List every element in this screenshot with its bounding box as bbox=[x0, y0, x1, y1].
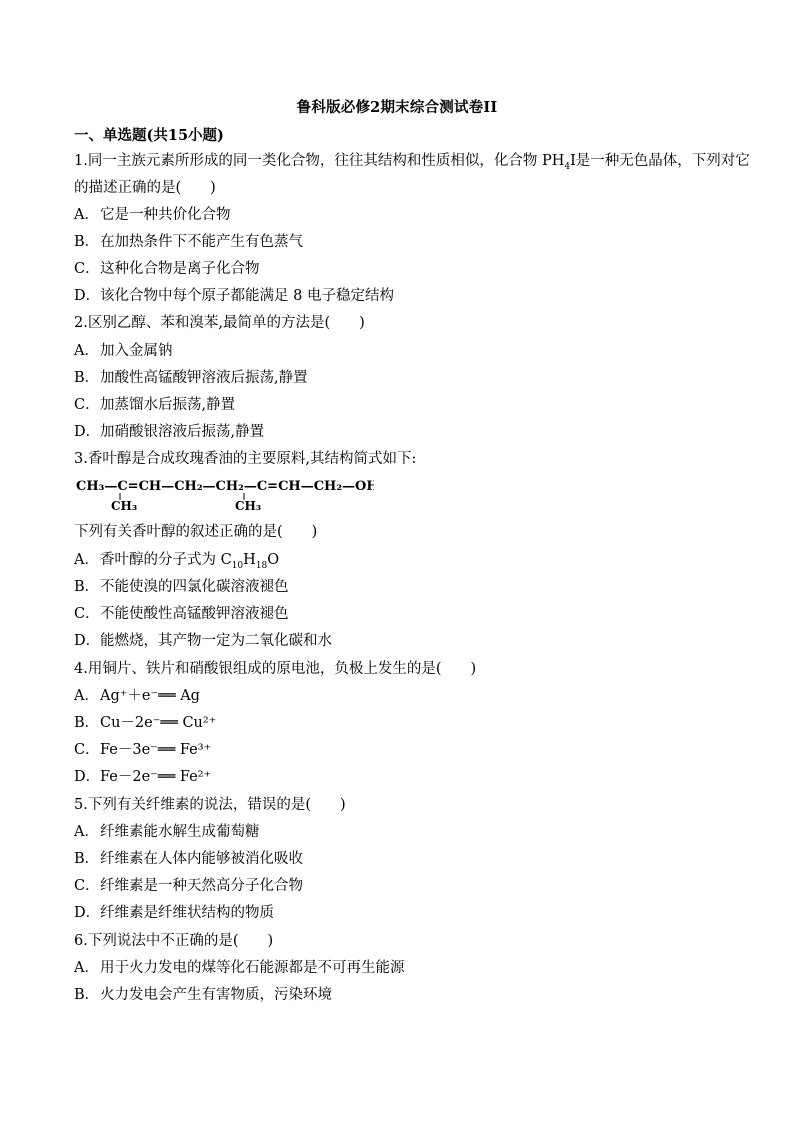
question-5-option-b bbox=[74, 850, 303, 868]
question-6-option-a bbox=[74, 959, 405, 977]
subscript: 10 bbox=[231, 560, 244, 571]
q1-stem-sub: 4 bbox=[564, 161, 571, 172]
question-2-option-c bbox=[74, 396, 235, 414]
option-letter: C． bbox=[74, 742, 100, 758]
option-letter: D． bbox=[74, 424, 101, 440]
section-heading: 一、单选题(共15小题) bbox=[74, 127, 224, 144]
question-4-option-d bbox=[74, 768, 211, 786]
subscript: 18 bbox=[255, 560, 268, 571]
option-letter: D． bbox=[74, 769, 101, 785]
option-text: 它是一种共价化合物 bbox=[100, 207, 231, 223]
option-letter: A． bbox=[74, 207, 99, 223]
option-letter: B． bbox=[74, 715, 100, 731]
option-text: H bbox=[243, 552, 256, 568]
structural-formula bbox=[74, 474, 374, 514]
option-text: 用于火力发电的煤等化石能源都是不可再生能源 bbox=[100, 960, 405, 976]
option-text: 这种化合物是离子化合物 bbox=[100, 261, 260, 277]
question-5-option-d bbox=[74, 904, 274, 922]
q1-stem-part1: 1.同一主族元素所形成的同一类化合物，往往其结构和性质相似，化合物 PH bbox=[74, 153, 565, 169]
question-1-option-c bbox=[74, 260, 260, 278]
option-letter: C． bbox=[74, 878, 100, 894]
question-4-stem: 4.用铜片、铁片和硝酸银组成的原电池，负极上发生的是( ) bbox=[74, 661, 477, 677]
option-letter: C． bbox=[74, 606, 100, 622]
question-5-option-c bbox=[74, 877, 303, 895]
formula-branch-2: CH₃ bbox=[235, 499, 262, 513]
question-1-option-a bbox=[74, 206, 231, 224]
option-text: Fe－2e⁻══ Fe²⁺ bbox=[100, 769, 212, 785]
option-letter: A． bbox=[74, 552, 99, 568]
option-letter: B． bbox=[74, 987, 100, 1003]
question-1-option-d bbox=[74, 287, 394, 305]
option-text: 在加热条件下不能产生有色蒸气 bbox=[100, 234, 303, 250]
option-text: Cu－2e⁻══ Cu²⁺ bbox=[100, 715, 217, 731]
option-letter: A． bbox=[74, 343, 99, 359]
question-2-option-a bbox=[74, 342, 173, 360]
question-5-stem: 5.下列有关纤维素的说法，错误的是( ) bbox=[74, 797, 346, 813]
option-text: 纤维素是纤维状结构的物质 bbox=[100, 905, 274, 921]
option-letter: C． bbox=[74, 261, 100, 277]
question-3-option-a bbox=[74, 551, 279, 569]
option-text: O bbox=[267, 552, 280, 568]
option-letter: D． bbox=[74, 905, 101, 921]
question-4-option-c bbox=[74, 741, 211, 759]
question-3-stem: 3.香叶醇是合成玫瑰香油的主要原料,其结构简式如下: bbox=[74, 451, 417, 467]
option-text: 加入金属钠 bbox=[100, 343, 173, 359]
question-1-stem-line2: 的描述正确的是( ) bbox=[74, 180, 216, 196]
option-text: 纤维素能水解生成葡萄糖 bbox=[100, 824, 260, 840]
option-text: 加蒸馏水后振荡,静置 bbox=[100, 397, 236, 413]
question-3-option-b bbox=[74, 578, 289, 596]
option-text: 香叶醇的分子式为 C bbox=[100, 552, 232, 568]
option-text: 火力发电会产生有害物质，污染环境 bbox=[100, 987, 332, 1003]
formula-branch-1: CH₃ bbox=[111, 499, 138, 513]
option-text: Fe－3e⁻══ Fe³⁺ bbox=[100, 742, 212, 758]
question-3-option-c bbox=[74, 605, 289, 623]
option-text: 加酸性高锰酸钾溶液后振荡,静置 bbox=[100, 370, 308, 386]
option-text: 能燃烧，其产物一定为二氧化碳和水 bbox=[100, 633, 332, 649]
question-2-stem: 2.区别乙醇、苯和溴苯,最简单的方法是( ) bbox=[74, 315, 365, 331]
question-6-stem: 6.下列说法中不正确的是( ) bbox=[74, 933, 274, 949]
option-text: Ag⁺＋e⁻══ Ag bbox=[100, 688, 200, 704]
question-4-option-b bbox=[74, 714, 216, 732]
option-letter: A． bbox=[74, 688, 99, 704]
formula-main: CH₃—C=CH—CH₂—CH₂—C=CH—CH₂—OH bbox=[76, 479, 374, 494]
option-letter: C． bbox=[74, 397, 100, 413]
option-text: 纤维素是一种天然高分子化合物 bbox=[100, 878, 303, 894]
option-text: 不能使溴的四氯化碳溶液褪色 bbox=[100, 579, 289, 595]
question-4-option-a bbox=[74, 687, 200, 705]
option-letter: D． bbox=[74, 633, 101, 649]
option-letter: B． bbox=[74, 851, 100, 867]
question-3-stem-2: 下列有关香叶醇的叙述正确的是( ) bbox=[74, 524, 318, 540]
option-letter: D． bbox=[74, 288, 101, 304]
option-text: 该化合物中每个原子都能满足 8 电子稳定结构 bbox=[100, 288, 394, 304]
option-text: 加硝酸银溶液后振荡,静置 bbox=[100, 424, 265, 440]
option-letter: B． bbox=[74, 370, 100, 386]
q1-stem-part2: I是一种无色晶体，下列对它 bbox=[570, 153, 750, 169]
question-3-option-d bbox=[74, 632, 332, 650]
option-letter: B． bbox=[74, 579, 100, 595]
option-letter: A． bbox=[74, 960, 99, 976]
question-2-option-d bbox=[74, 423, 264, 441]
question-1-option-b bbox=[74, 233, 303, 251]
option-text: 纤维素在人体内能够被消化吸收 bbox=[100, 851, 303, 867]
page-title: 鲁科版必修2期末综合测试卷II bbox=[296, 99, 498, 116]
option-letter: A． bbox=[74, 824, 99, 840]
option-letter: B． bbox=[74, 234, 100, 250]
question-2-option-b bbox=[74, 369, 308, 387]
question-5-option-a bbox=[74, 823, 260, 841]
question-6-option-b bbox=[74, 986, 332, 1004]
option-text: 不能使酸性高锰酸钾溶液褪色 bbox=[100, 606, 289, 622]
question-1-stem-line1 bbox=[74, 152, 750, 170]
formula-svg bbox=[74, 474, 374, 514]
